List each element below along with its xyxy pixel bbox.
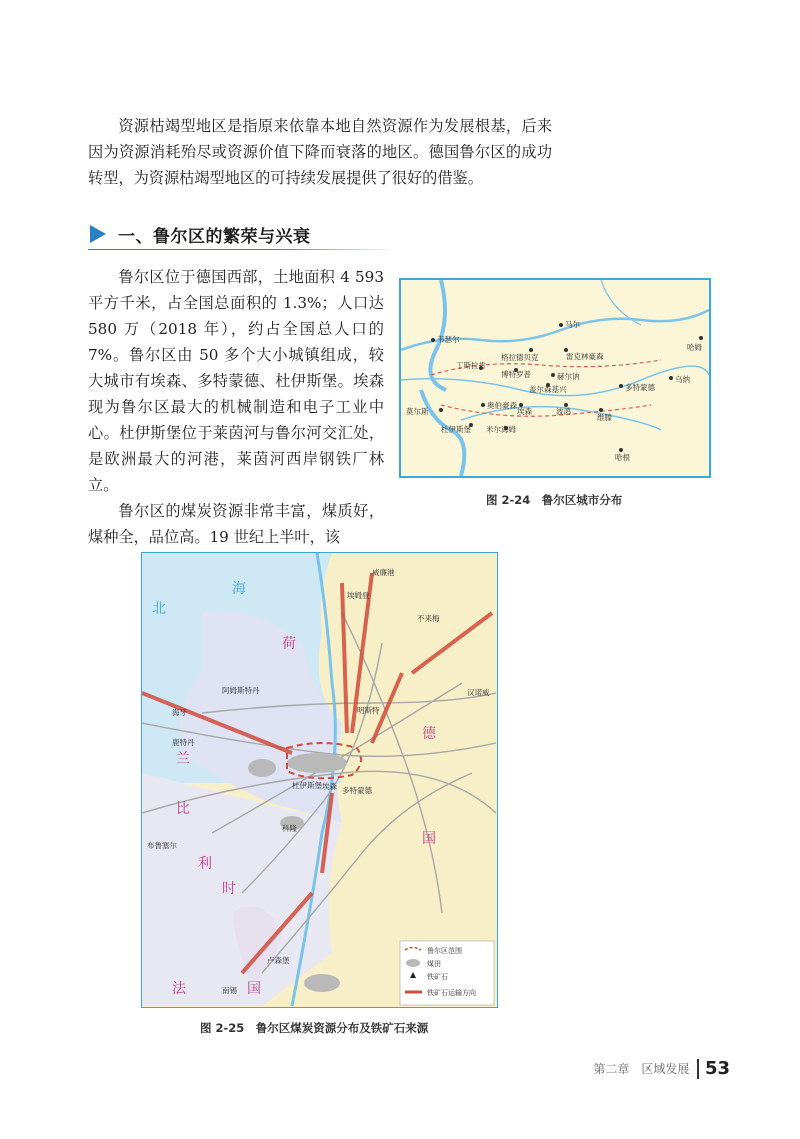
- section-title: 一、鲁尔区的繁荣与兴衰: [118, 226, 311, 247]
- country-label-be-1: 比: [176, 801, 190, 817]
- body-text: [88, 264, 384, 550]
- city-label: 卢森堡: [267, 956, 290, 965]
- city-label: 乌纳: [675, 375, 690, 384]
- ruhr-city-map-svg: [401, 280, 709, 476]
- city-label: 阿姆斯特丹: [222, 686, 260, 695]
- legend-label-coal: 煤田: [427, 960, 441, 968]
- body-paragraph-1: 鲁尔区位于德国西部，土地面积 4 593 平方千米，占全国总面积的 1.3%；人口达 580 万（2018 年），约占全国总人口的 7%。鲁尔区由 50 多个大小城镇组成，较大城市有埃森、多特蒙德、杜伊斯堡。埃森现为鲁尔区最大的机械制造和电子工业中心。杜伊斯堡位于莱茵河与鲁尔河交汇处，是欧洲最大的河港，莱茵河西岸钢铁厂林立。: [88, 268, 384, 494]
- section-heading: [88, 218, 388, 250]
- city-label: 马尔: [565, 320, 580, 329]
- city-label: 哈姆: [687, 343, 702, 352]
- city-label: 明斯特: [357, 706, 380, 715]
- legend-label-ruhr: 鲁尔区范围: [427, 947, 462, 955]
- city-label: 米尔海姆: [486, 425, 516, 434]
- legend-label-iron: 铁矿石: [427, 973, 448, 981]
- figure-2-24-caption: 图 2-24 鲁尔区城市分布: [486, 493, 623, 507]
- city-label: 丁斯拉肯: [456, 361, 486, 370]
- sea-label: 北: [152, 601, 166, 617]
- intro-text: 资源枯竭型地区是指原来依靠本地自然资源作为发展根基，后来因为资源消耗殆尽或资源价值下降而衰落的地区。德国鲁尔区的成功转型，为资源枯竭型地区的可持续发展提供了很好的借鉴。: [88, 117, 552, 187]
- city-label: 博特罗普: [501, 370, 531, 379]
- city-label: 多特蒙德: [625, 383, 655, 392]
- city-labels: [406, 319, 702, 462]
- body-paragraph-2: 鲁尔区的煤炭资源非常丰富，煤质好，煤种全，品位高。19 世纪上半叶，该: [88, 502, 384, 546]
- ruhr-city-map: [399, 278, 711, 478]
- country-label-de-2: 国: [422, 831, 436, 847]
- city-label: 多特蒙德: [342, 786, 372, 795]
- country-label-be-2: 利: [198, 856, 212, 872]
- city-label: 莫尔斯: [406, 407, 429, 416]
- city-label: 维滕: [597, 413, 612, 422]
- country-label-nl-2: 兰: [176, 751, 190, 767]
- city-label: 赫尔讷: [557, 372, 580, 381]
- chapter-label: 第二章 区域发展: [593, 1062, 690, 1076]
- country-label-fr-2: 国: [247, 981, 261, 997]
- city-label: 杜伊斯堡: [441, 425, 471, 434]
- map-legend: [400, 941, 494, 1005]
- city-label: 汉诺威: [467, 688, 490, 697]
- country-label-de-1: 德: [422, 726, 436, 742]
- city-label: 杜伊斯堡: [292, 781, 322, 790]
- city-label: 威廉港: [372, 568, 395, 577]
- city-label: 雷克林豪森: [566, 352, 604, 361]
- city-label: 盖尔森基兴: [529, 385, 567, 394]
- city-label: 韦瑟尔: [437, 335, 460, 344]
- page-number: 53: [704, 1058, 730, 1079]
- city-label: 布鲁塞尔: [147, 841, 177, 850]
- city-label: 不来梅: [417, 614, 440, 623]
- ruhr-coal-iron-map-svg: [142, 553, 496, 1006]
- country-label-be-3: 时: [222, 881, 236, 897]
- city-label: 鹿特丹: [172, 738, 195, 747]
- page-footer: [593, 1058, 730, 1079]
- legend-label-arrow: 铁矿石运输方向: [427, 989, 476, 997]
- country-label-fr-1: 法: [172, 981, 186, 997]
- city-label: 格拉德贝克: [501, 353, 539, 362]
- city-label: 波鸿: [556, 407, 571, 416]
- sea-label-2: 海: [232, 581, 246, 597]
- ruhr-coal-iron-map: [141, 552, 498, 1008]
- footer-divider: [697, 1059, 699, 1079]
- city-label: 哈根: [615, 453, 630, 462]
- city-label: 海牙: [172, 708, 187, 717]
- city-label: 埃森: [517, 407, 532, 416]
- city-label: 埃姆登: [347, 591, 370, 600]
- figure-2-25-caption: 图 2-25 鲁尔区煤炭资源分布及铁矿石来源: [200, 1021, 429, 1035]
- city-dots: [431, 323, 703, 452]
- city-label: 科隆: [282, 824, 297, 833]
- city-label: 埃森: [322, 782, 337, 791]
- city-label: 南锡: [222, 986, 237, 995]
- triangle-marker-icon: [90, 225, 106, 243]
- city-label: 奥伯豪森: [487, 401, 517, 410]
- section-underline: [88, 249, 388, 251]
- country-label-nl-1: 荷: [282, 636, 296, 652]
- intro-paragraph: [88, 113, 552, 191]
